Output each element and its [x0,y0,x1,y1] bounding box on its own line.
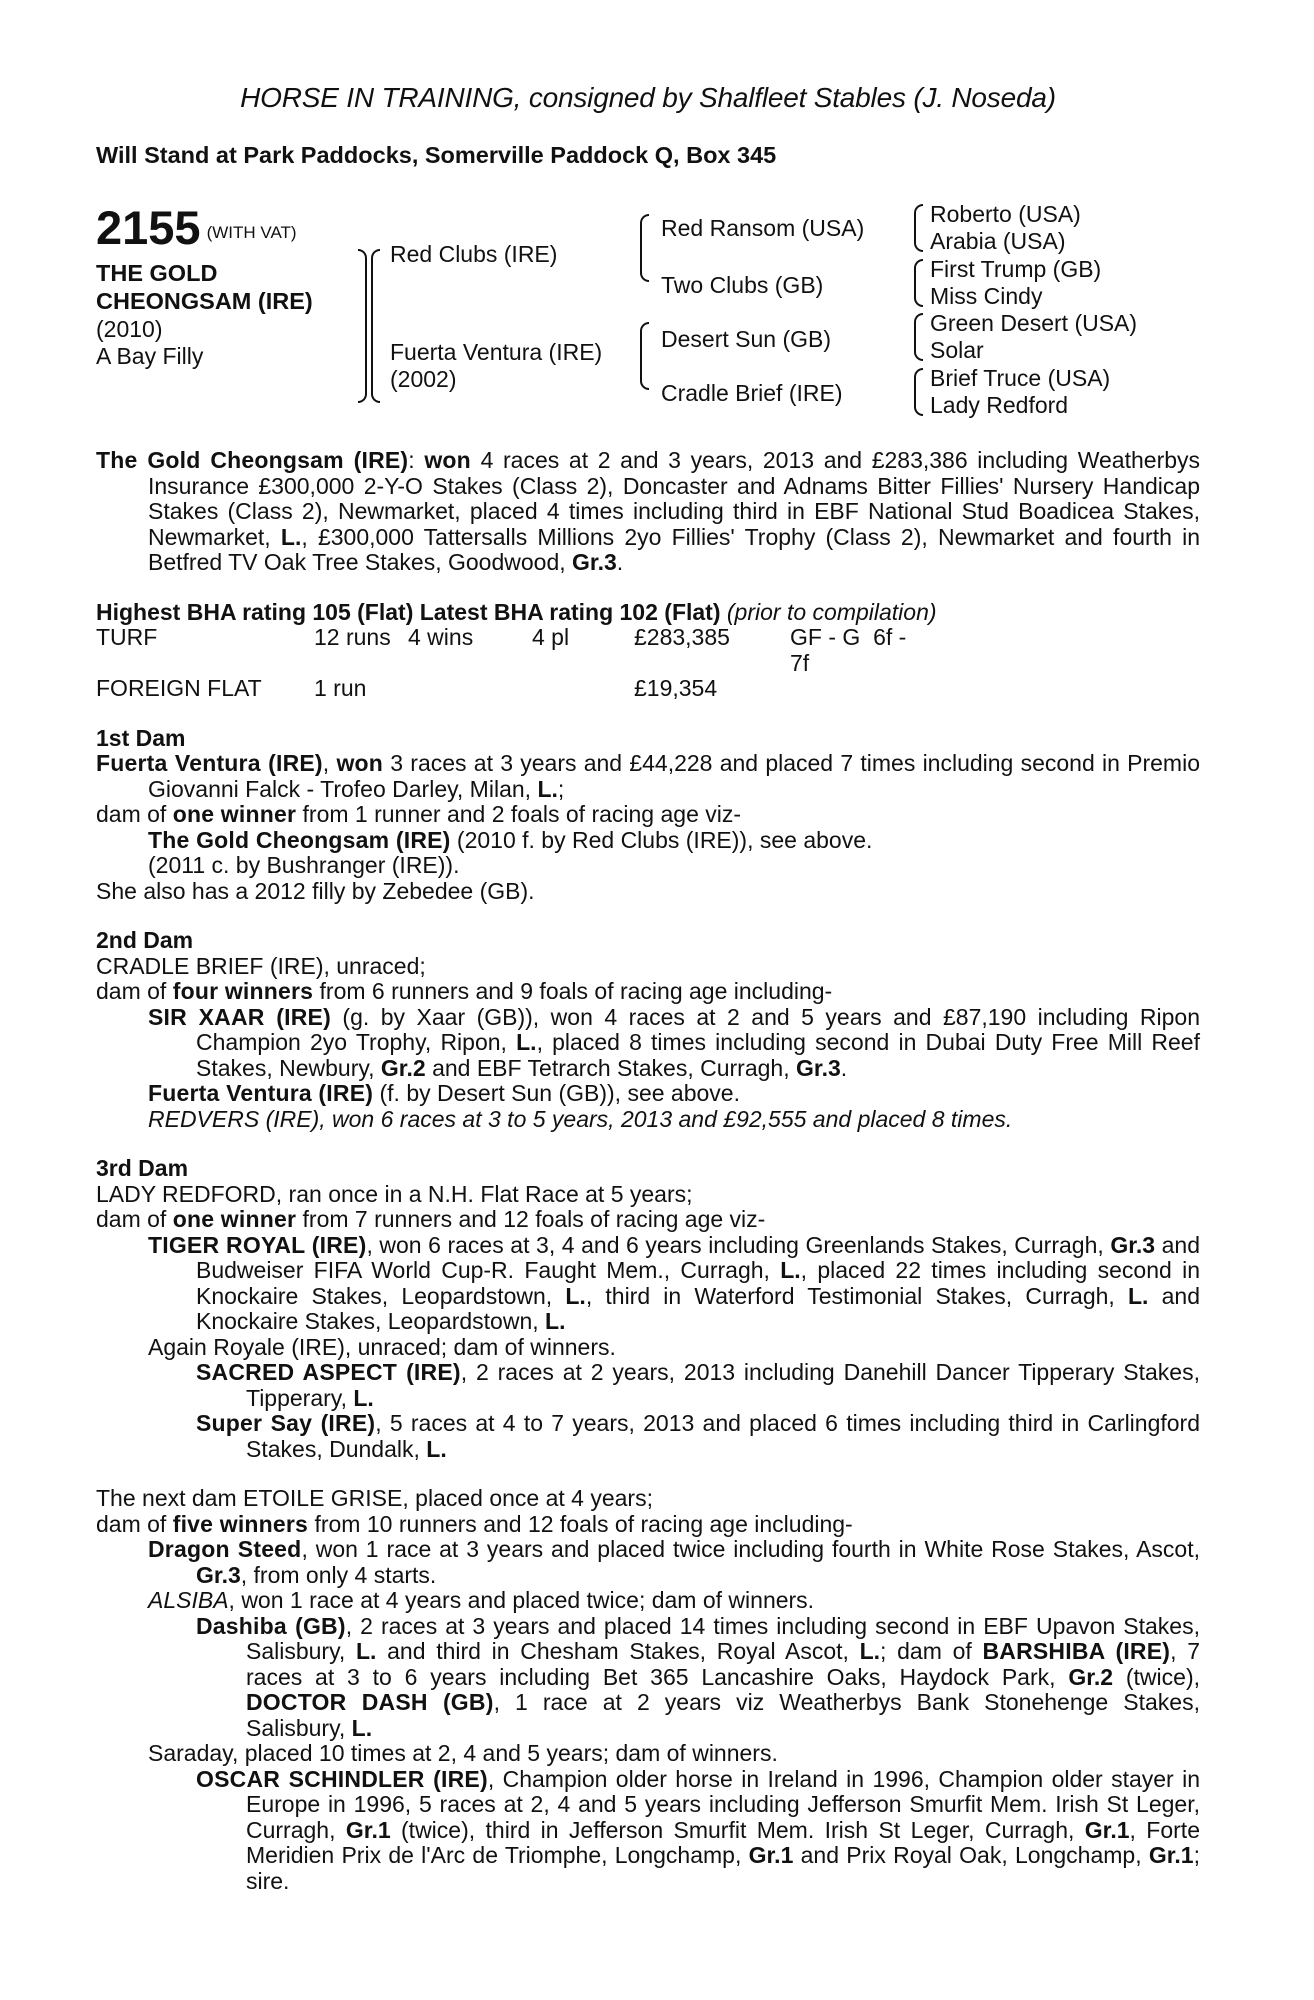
third-dam-grand-progeny: Super Say (IRE), 5 races at 4 to 7 years, 2013 and placed 6 times including third in Carlingford Stakes, Dundalk, L. [196,1410,1201,1462]
race-summary: The Gold Cheongsam (IRE): won 4 races at 2 and 3 years, 2013 and £283,386 including Weatherbys Insurance £300,000 2-Y-O Stakes (Class 2), Doncaster and Adnams Bitter Fillies' Nursery Handicap Stakes (Class 2), Newmarket, placed 4 times including third in EBF National Stud Boadicea Stakes, Newmarket, L., £300,000 Tattersalls Millions 2yo Fillies' Trophy (Class 2), Newmarket and fourth in Betfred TV Oak Tree Stakes, Goodwood, Gr.3. [96,447,1201,575]
third-dam-grand-progeny: SACRED ASPECT (IRE), 2 races at 2 years, 2013 including Danehill Dancer Tipperary Stakes, Tipperary, L. [196,1359,1200,1411]
next-dam-progeny: ALSIBA, won 1 race at 4 years and placed twice; dam of winners. [148,1587,815,1613]
pedigree-brace [914,259,923,307]
horse-description: A Bay Filly [96,343,204,369]
third-dam-record: LADY REDFORD, ran once in a N.H. Flat Race at 5 years; [96,1180,693,1207]
dam-year: (2002) [390,366,457,392]
pedigree-brace [914,204,923,252]
dam-sire-dam: Solar [930,337,984,363]
dam-name: Fuerta Ventura (IRE) [390,339,603,365]
dam-dam: Cradle Brief (IRE) [661,380,843,406]
next-dam-record: The next dam ETOILE GRISE, placed once at 4 years; [96,1485,653,1511]
first-dam-progeny: The Gold Cheongsam (IRE) (2010 f. by Red Clubs (IRE)), see above. [148,826,873,853]
dam-dam-sire: Brief Truce (USA) [930,365,1111,391]
second-dam-progeny: REDVERS (IRE), won 6 races at 3 to 5 years, 2013 and £92,555 and placed 8 times. [148,1105,1013,1132]
lot-number-value: 2155 [96,201,201,254]
sire-sire-dam: Arabia (USA) [930,228,1066,254]
second-dam-produce: dam of four winners from 6 runners and 9 foals of racing age including- [96,978,833,1004]
next-dam-grand-progeny: Dashiba (GB), 2 races at 3 years and placed 14 times including second in EBF Upavon Stakes, Salisbury, L. and third in Chesham Stakes, Royal Ascot, L.; dam of BARSHIBA (IRE), 7 races at 3 to 6 years including Bet 365 Lancashire Oaks, Haydock Park, Gr.2 (twice), DOCTOR DASH (GB), 1 race at 2 years viz Weatherbys Bank Stonehenge Stakes, Salisbury, L. [196,1612,1201,1741]
next-dam-progeny: Dragon Steed, won 1 race at 3 years and placed twice including fourth in White Rose Stakes, Ascot, Gr.3, from only 4 starts. [148,1536,1200,1588]
second-dam-record: CRADLE BRIEF (IRE), unraced; [96,952,426,979]
catalogue-body [96,448,1200,1894]
second-dam-heading: 2nd Dam [96,927,194,953]
ratings-row: TURF 12 runs 4 wins 4 pl £283,385 GF - G 6f - 7f [96,624,907,676]
second-dam-progeny: Fuerta Ventura (IRE) (f. by Desert Sun (GB)), see above. [148,1080,740,1106]
horse-name [96,259,313,315]
sire-dam: Two Clubs (GB) [661,272,824,298]
horse-name-line1: THE GOLD [96,260,218,286]
consignment-line: HORSE IN TRAINING, consigned by Shalfleet Stables (J. Noseda) [240,82,1056,113]
next-dam-progeny: Saraday, placed 10 times at 2, 4 and 5 years; dam of winners. [148,1740,778,1766]
next-dam-grand-progeny: OSCAR SCHINDLER (IRE), Champion older horse in Ireland in 1996, Champion older stayer in Europe in 1996, 5 races at 2, 4 and 5 years including Jefferson Smurfit Mem. Irish St Leger, Curragh, Gr.1 (twice), third in Jefferson Smurfit Mem. Irish St Leger, Curragh, Gr.1, Forte Meridien Prix de l'Arc de Triomphe, Longchamp, Gr.1 and Prix Royal Oak, Longchamp, Gr.1; sire. [196,1765,1200,1894]
first-dam-record: Fuerta Ventura (IRE), won 3 races at 3 years and £44,228 and placed 7 times including second in Premio Giovanni Falck - Trofeo Darley, Milan, L.; [96,750,1200,802]
sire-dam-sire: First Trump (GB) [930,256,1102,282]
sire-name: Red Clubs (IRE) [390,241,558,267]
first-dam-heading: 1st Dam [96,724,186,751]
sire-dam-dam: Miss Cindy [930,283,1043,309]
next-dam-produce: dam of five winners from 10 runners and 12 foals of racing age including- [96,1510,853,1537]
third-dam-produce: dam of one winner from 7 runners and 12 foals of racing age viz- [96,1206,766,1232]
first-dam-produce: dam of one winner from 1 runner and 2 foals of racing age viz- [96,801,742,827]
ratings-heading: Highest BHA rating 105 (Flat) Latest BHA rating 102 (Flat) (prior to compilation) [96,598,937,625]
pedigree-brace [914,368,923,416]
pedigree-brace [914,313,923,361]
pedigree-brace [371,249,380,403]
horse-year: (2010) [96,316,163,342]
vat-note: (WITH VAT) [206,223,297,242]
horse-name-line2: CHEONGSAM (IRE) [96,288,313,314]
pedigree-brace [640,214,649,282]
sire-sire: Red Ransom (USA) [661,215,865,241]
first-dam-also: She also has a 2012 filly by Zebedee (GB). [96,877,535,904]
dam-sire-sire: Green Desert (USA) [930,310,1138,336]
dam-sire: Desert Sun (GB) [661,326,831,352]
pedigree-brace [358,249,367,403]
pedigree-block [96,198,1200,430]
third-dam-heading: 3rd Dam [96,1155,189,1181]
sire-sire-sire: Roberto (USA) [930,201,1081,227]
stand-location: Will Stand at Park Paddocks, Somerville Paddock Q, Box 345 [96,142,777,168]
third-dam-progeny: TIGER ROYAL (IRE), won 6 races at 3, 4 and 6 years including Greenlands Stakes, Curragh, Gr.3 and Budweiser FIFA World Cup-R. Faught Mem., Curragh, L., placed 22 times including second in Knockaire Stakes, Leopardstown, L., third in Waterford Testimonial Stakes, Curragh, L. and Knockaire Stakes, Leopardstown, L. [148,1231,1201,1334]
third-dam-progeny: Again Royale (IRE), unraced; dam of winners. [148,1333,616,1360]
pedigree-brace [640,322,649,390]
ratings-row: FOREIGN FLAT 1 run £19,354 [96,675,718,701]
first-dam-progeny: (2011 c. by Bushranger (IRE)). [148,852,460,878]
dam-dam-dam: Lady Redford [930,392,1069,418]
second-dam-progeny: SIR XAAR (IRE) (g. by Xaar (GB)), won 4 races at 2 and 5 years and £87,190 including Ripon Champion 2yo Trophy, Ripon, L., placed 8 times including second in Dubai Duty Free Mill Reef Stakes, Newbury, Gr.2 and EBF Tetrarch Stakes, Curragh, Gr.3. [148,1003,1200,1081]
lot-number [96,201,297,254]
